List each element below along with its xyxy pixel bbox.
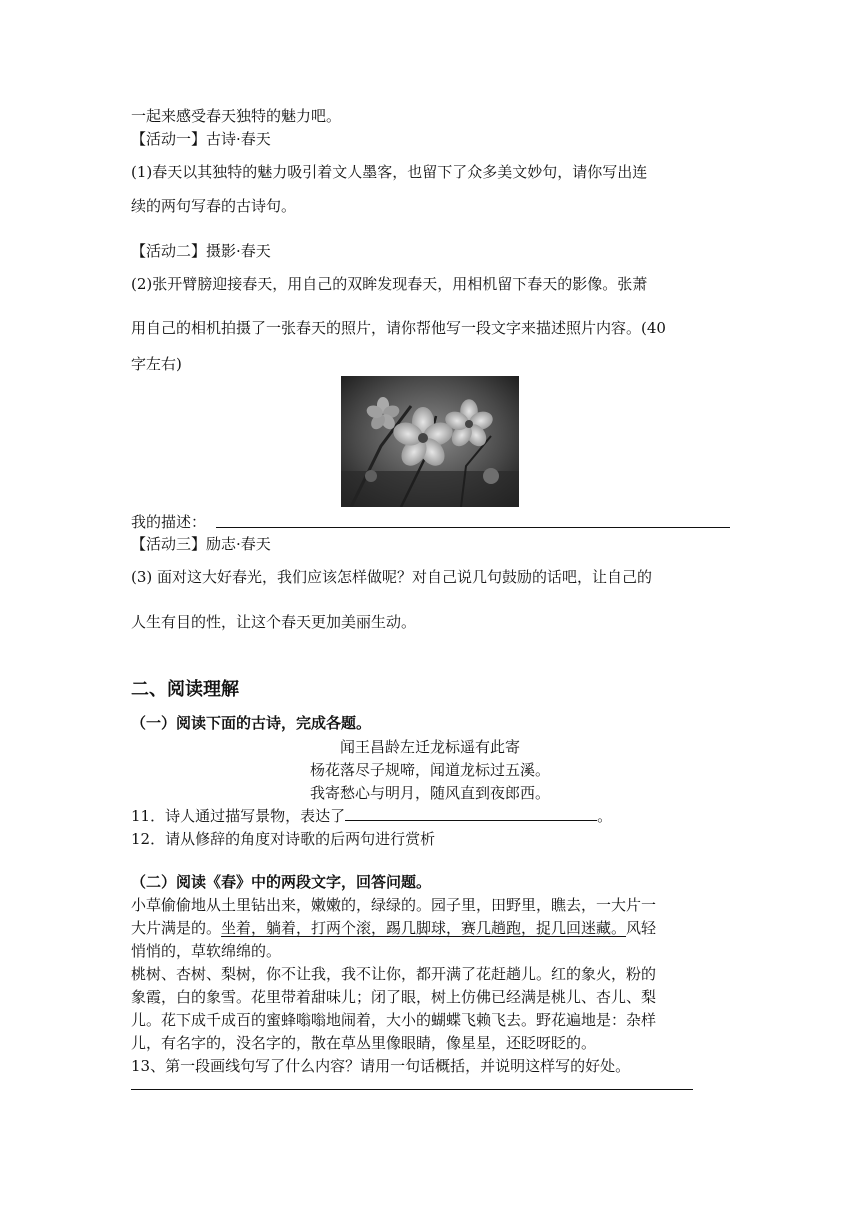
question-13: 13、第一段画线句写了什么内容？请用一句话概括，并说明这样写的好处。 [131,1057,631,1075]
question-2-line3: 字左右) [131,355,182,373]
passage-2-line4: 儿，有名字的，没名字的，散在草丛里像眼睛，像星星，还眨呀眨的。 [131,1034,597,1052]
question-3-line2: 人生有目的性，让这个春天更加美丽生动。 [131,613,417,631]
part-1-heading: （一）阅读下面的古诗，完成各题。 [131,714,372,732]
passage-1-line3: 悄悄的，草软绵绵的。 [131,942,282,960]
passage-1-line2 [131,918,656,938]
intro-text: 一起来感受春天独特的魅力吧。 [131,107,342,125]
activity1-title: 【活动一】古诗·春天 [131,130,271,148]
poem-title: 闻王昌龄左迁龙标遥有此寄 [339,738,520,756]
question-1-line2: 续的两句写春的古诗句。 [131,197,297,215]
passage-2-line3: 儿。花下成千成百的蜜蜂嗡嗡地闹着，大小的蝴蝶飞赖飞去。野花遍地是：杂样 [131,1011,657,1029]
passage-1-text-b: 风轻 [626,919,657,937]
describe-answer-line[interactable] [216,527,730,528]
poem-line-2: 我寄愁心与明月，随风直到夜郎西。 [309,784,550,802]
question-11-suffix: 。 [597,807,613,825]
poem-line-1: 杨花落尽子规啼，闻道龙标过五溪。 [309,761,550,779]
passage-1-text-a: 大片满是的。 [131,919,222,937]
question-12: 12．请从修辞的角度对诗歌的后两句进行赏析 [131,830,436,848]
question-13-answer-line[interactable] [131,1089,693,1090]
question-11 [131,806,612,826]
passage-1-underlined-sentence: 坐着，躺着，打两个滚，踢几脚球，赛几趟跑，捉几回迷藏。 [221,919,627,937]
question-11-prefix: 11．诗人通过描写景物，表达了 [131,807,346,825]
passage-1-line1: 小草偷偷地从土里钻出来，嫩嫩的，绿绿的。园子里，田野里，瞧去，一大片一 [131,896,657,914]
activity2-title: 【活动二】摄影·春天 [131,242,271,260]
activity3-title: 【活动三】励志·春天 [131,535,271,553]
question-11-blank[interactable] [345,806,597,821]
passage-2-line1: 桃树、杏树、梨树，你不让我，我不让你，都开满了花赶趟儿。红的象火，粉的 [131,965,657,983]
question-2-line1: (2)张开臂膀迎接春天，用自己的双眸发现春天，用相机留下春天的影像。张萧 [131,275,648,293]
question-2-line2: 用自己的相机拍摄了一张春天的照片，请你帮他写一段文字来描述照片内容。(40 [131,319,666,337]
section-2-heading: 二、阅读理解 [131,679,239,700]
question-3-line1: (3) 面对这大好春光，我们应该怎样做呢？对自己说几句鼓励的话吧，让自己的 [131,568,653,586]
passage-2-line2: 象霞，白的象雪。花里带着甜味儿；闭了眼，树上仿佛已经满是桃儿、杏儿、梨 [131,988,657,1006]
question-1-line1: (1)春天以其独特的魅力吸引着文人墨客，也留下了众多美文妙句，请你写出连 [131,163,648,181]
describe-label: 我的描述： [131,513,207,531]
spring-blossom-photo [341,376,519,507]
part-2-heading: （二）阅读《春》中的两段文字，回答问题。 [131,873,432,891]
